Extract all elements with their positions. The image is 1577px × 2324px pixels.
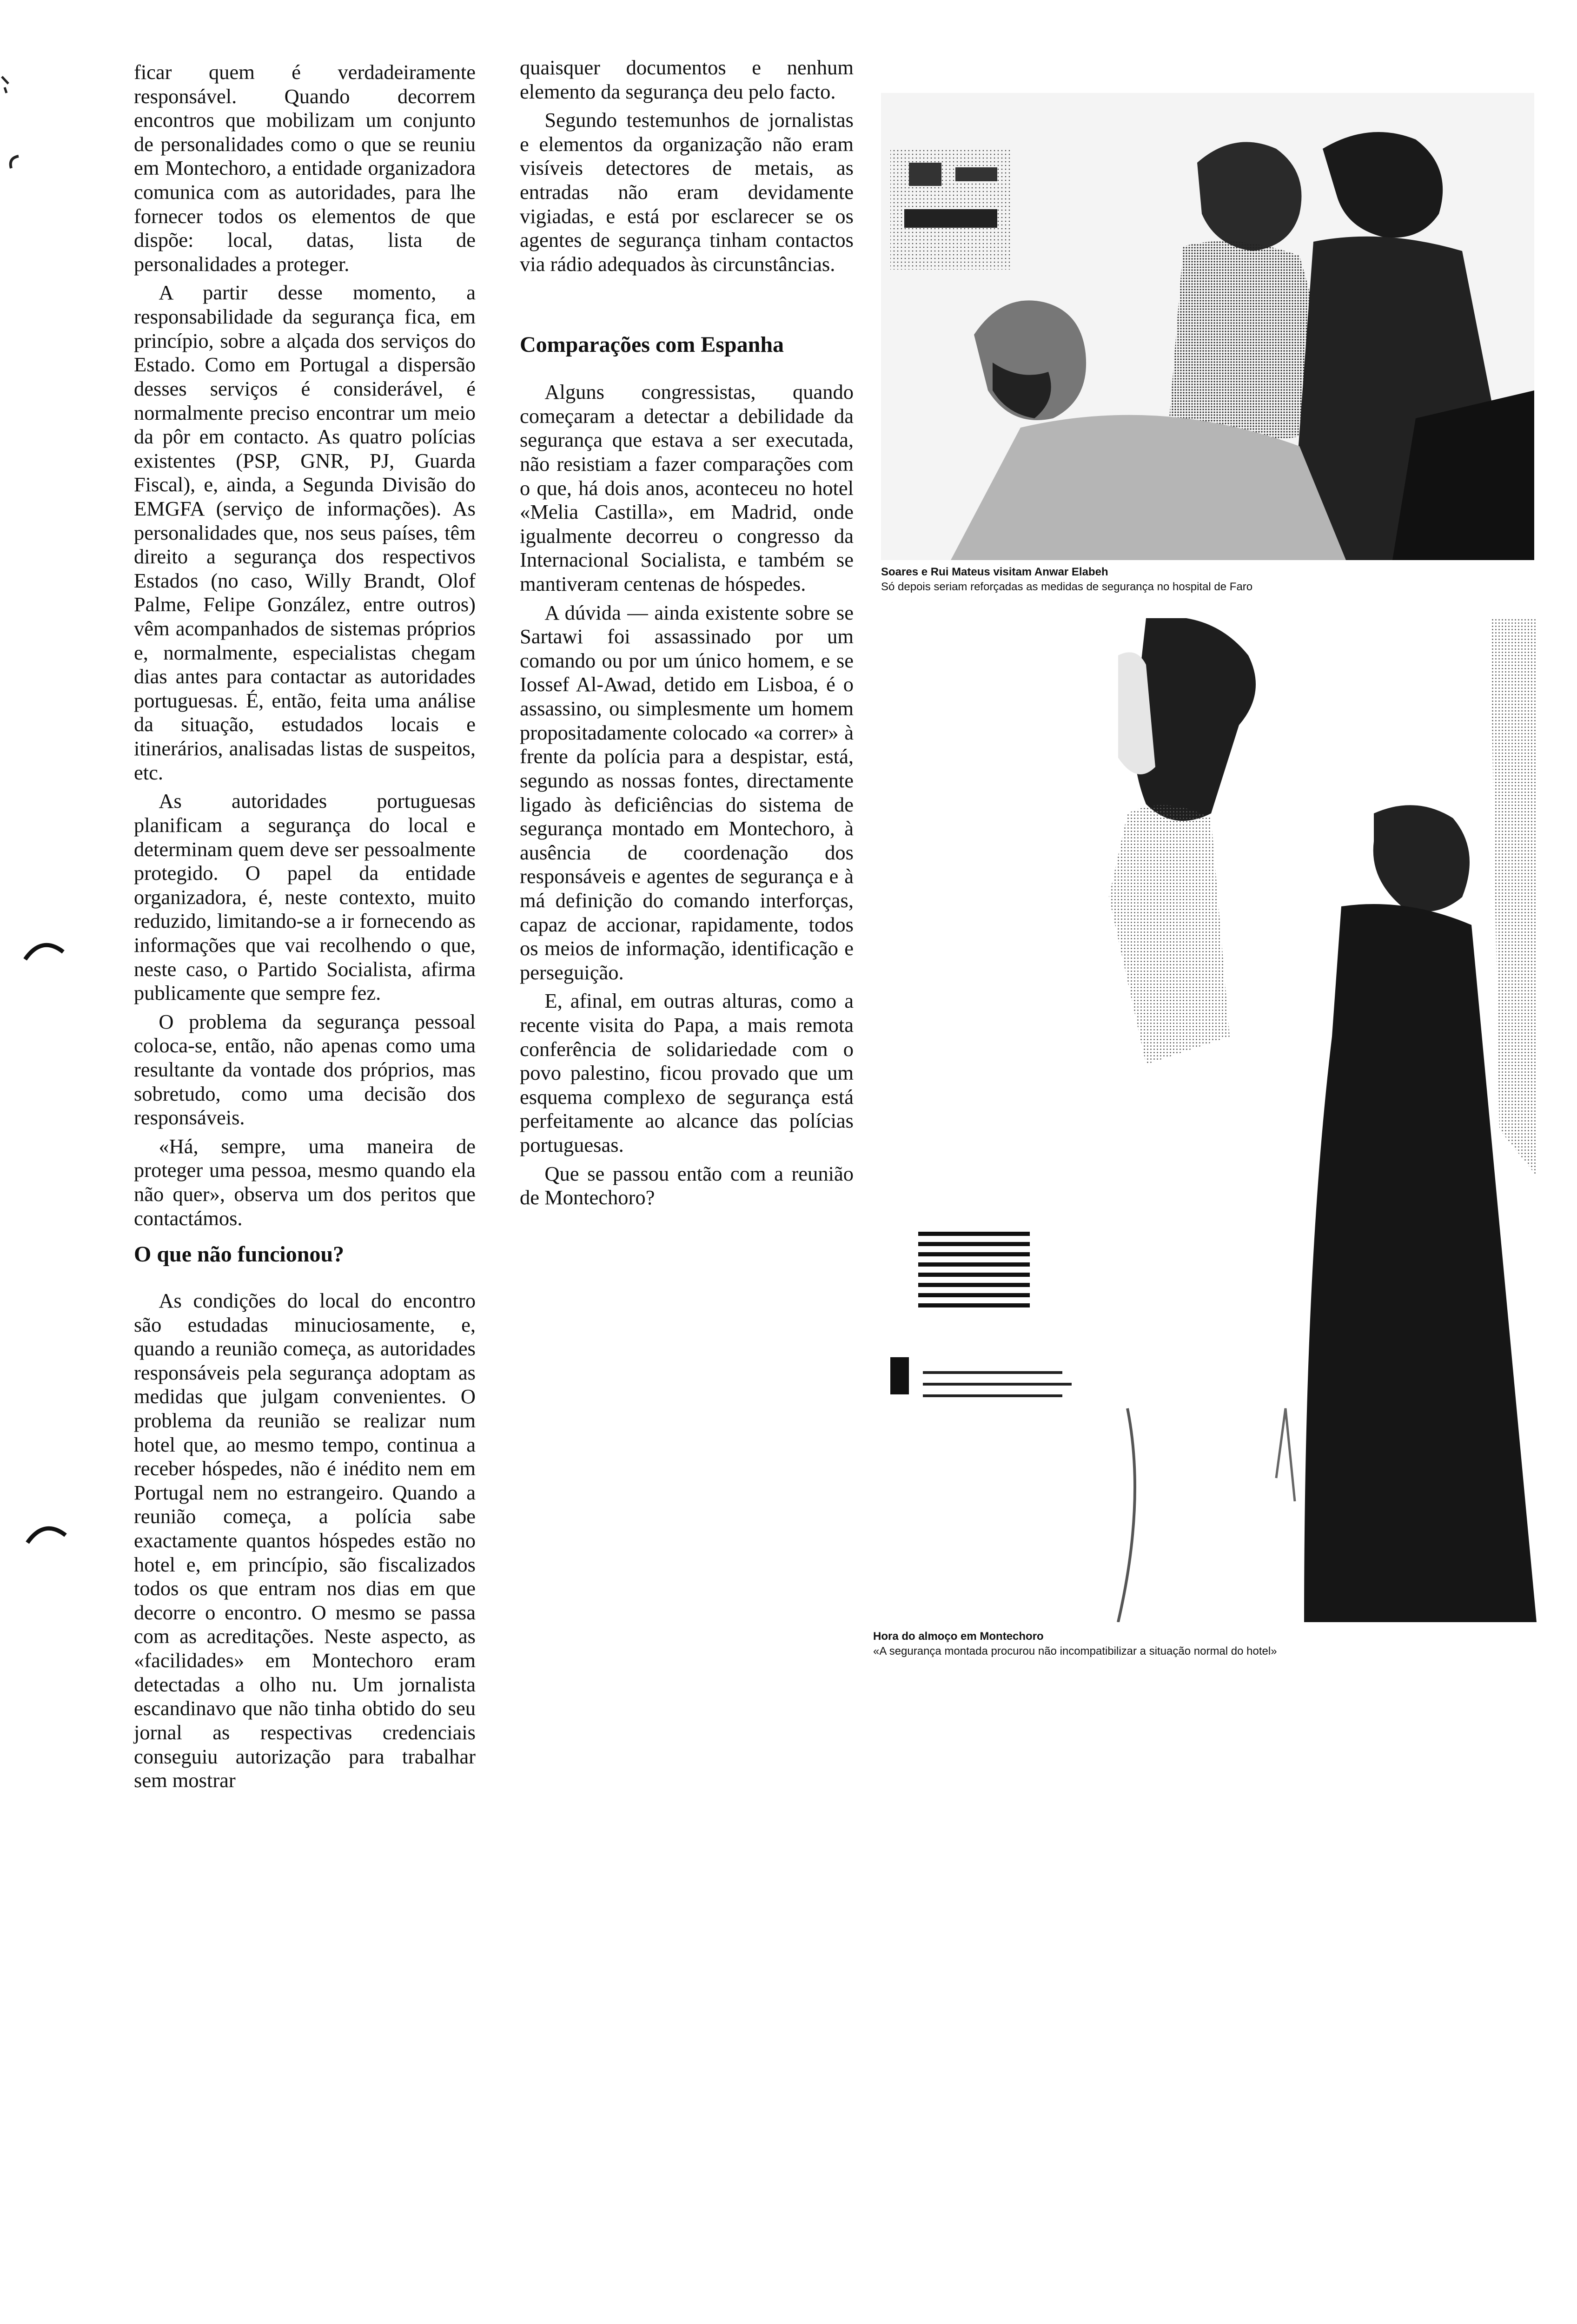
paragraph: quaisquer documentos e nenhum elemento da segurança deu pelo facto. <box>520 56 854 103</box>
paragraph: ficar quem é verdadeiramente responsável. Quando decorrem encontros que mobilizam um conjunto de personalidades como o que se reuniu em Montechoro, a entidade organizadora comunica com as autoridades, para lhe fornecer todos os elementos de que dispõe: local, datas, lista de personalidades a proteger. <box>134 60 476 276</box>
lunch-photo-image <box>886 618 1537 1622</box>
subheading-what-failed: O que não funcionou? <box>134 1242 345 1267</box>
paragraph: «Há, sempre, uma maneira de proteger uma pessoa, mesmo quando ela não quer», observa um dos peritos que contactámos. <box>134 1134 476 1230</box>
caption-text: «A segurança montada procurou não incompatibilizar a situação normal do hotel» <box>873 1645 1277 1658</box>
caption-title: Soares e Rui Mateus visitam Anwar Elabeh <box>881 566 1108 578</box>
paragraph: Alguns congressistas, quando começaram a detectar a debilidade da segurança que estava a ser executada, não resistiam a fazer comparações com o que, há dois anos, aconteceu no hotel «Melia Castilla», em Madrid, onde igualmente decorreu o congresso da Internacional Socialista, e também se mantiveram centenas de hóspedes. <box>520 380 854 596</box>
paragraph: Segundo testemunhos de jornalistas e elementos da organização não eram visíveis detectores de metais, as entradas não eram devidamente vigiadas, e está por esclarecer se os agentes de segurança tinham contactos via rádio adequados às circunstâncias. <box>520 108 854 276</box>
paragraph: O problema da segurança pessoal coloca-se, então, não apenas como uma resultante da vontade dos próprios, mas sobretudo, como uma decisão dos responsáveis. <box>134 1010 476 1129</box>
photo-hospital-visit <box>881 93 1534 560</box>
article-column-1 <box>134 60 476 1797</box>
photo-caption-hospital <box>881 565 1555 595</box>
hospital-photo-image <box>881 93 1534 560</box>
scan-mark-icon <box>5 153 23 172</box>
photo-caption-lunch <box>873 1629 1570 1659</box>
paragraph: As autoridades portuguesas planificam a segurança do local e determinam quem deve ser pessoalmente protegido. O papel da entidade organizadora, é, neste contexto, muito reduzido, limitando-se a ir fornecendo as informações que vai recolhendo o que, neste caso, o Partido Socialista, afirma publicamente que sempre fez. <box>134 789 476 1005</box>
photo-lunch-montechoro <box>886 618 1537 1622</box>
paragraph: A partir desse momento, a responsabilidade da segurança fica, em princípio, sobre a alçada dos serviços do Estado. Como em Portugal a dispersão desses serviços é considerável, é normalmente preciso encontrar um meio da pôr em contacto. As quatro polícias existentes (PSP, GNR, PJ, Guarda Fiscal), e, ainda, a Segunda Divisão do EMGFA (serviço de informações). As personalidades que, nos seus países, têm direito a segurança dos respectivos Estados (no caso, Willy Brandt, Olof Palme, Felipe González, entre outros) vêm acompanhados de sistemas próprios e, normalmente, especialistas chegam dias antes para contactar as autoridades portuguesas. É, então, feita uma análise da situação, estudados locais e itinerários, analisadas listas de suspeitos, etc. <box>134 281 476 784</box>
hole-punch-mark <box>26 1522 67 1545</box>
scan-mark <box>5 153 23 172</box>
caption-title: Hora do almoço em Montechoro <box>873 1630 1044 1643</box>
arc-mark-icon <box>26 1522 67 1545</box>
hole-punch-mark <box>23 939 65 962</box>
caption-text: Só depois seriam reforçadas as medidas de segurança no hospital de Faro <box>881 581 1253 594</box>
article-column-2 <box>520 56 854 1215</box>
subheading-spain-comparisons: Comparações com Espanha <box>520 332 784 357</box>
scan-mark-icon <box>0 74 11 102</box>
paragraph: As condições do local do encontro são estudadas minuciosamente, e, quando a reunião começa, as autoridades responsáveis pela segurança adoptam as medidas que julgam convenientes. O problema da reunião se realizar num hotel que, ao mesmo tempo, continua a receber hóspedes, não é inédito nem em Portugal nem no estrangeiro. Quando a reunião começa, a polícia sabe exactamente quantos hóspedes estão no hotel e, em princípio, são fiscalizados todos os que entram nos dias em que decorre o encontro. O mesmo se passa com as acreditações. Neste aspecto, as «facilidades» em Montechoro eram detectadas a olho nu. Um jornalista escandinavo que não tinha obtido do seu jornal as respectivas credenciais conseguiu autorização para trabalhar sem mostrar <box>134 1288 476 1792</box>
arc-mark-icon <box>23 939 65 962</box>
paragraph: A dúvida — ainda existente sobre se Sartawi foi assassinado por um comando ou por um único homem, e se Iossef Al-Awad, detido em Lisboa, é o assassino, ou simplesmente um homem propositadamente colocado «a correr» à frente da polícia para a despistar, está, segundo as nossas fontes, directamente ligado às deficiências do sistema de segurança montado em Montechoro, à ausência de coordenação dos responsáveis e agentes de segurança e à má definição do comando interforças, capaz de accionar, rapidamente, todos os meios de informação, identificação e perseguição. <box>520 601 854 984</box>
paragraph: Que se passou então com a reunião de Montechoro? <box>520 1162 854 1209</box>
scan-mark <box>0 74 11 102</box>
paragraph: E, afinal, em outras alturas, como a recente visita do Papa, a mais remota conferência de solidariedade com o povo palestino, ficou provado que um esquema complexo de segurança está perfeitamente ao alcance das polícias portuguesas. <box>520 989 854 1157</box>
